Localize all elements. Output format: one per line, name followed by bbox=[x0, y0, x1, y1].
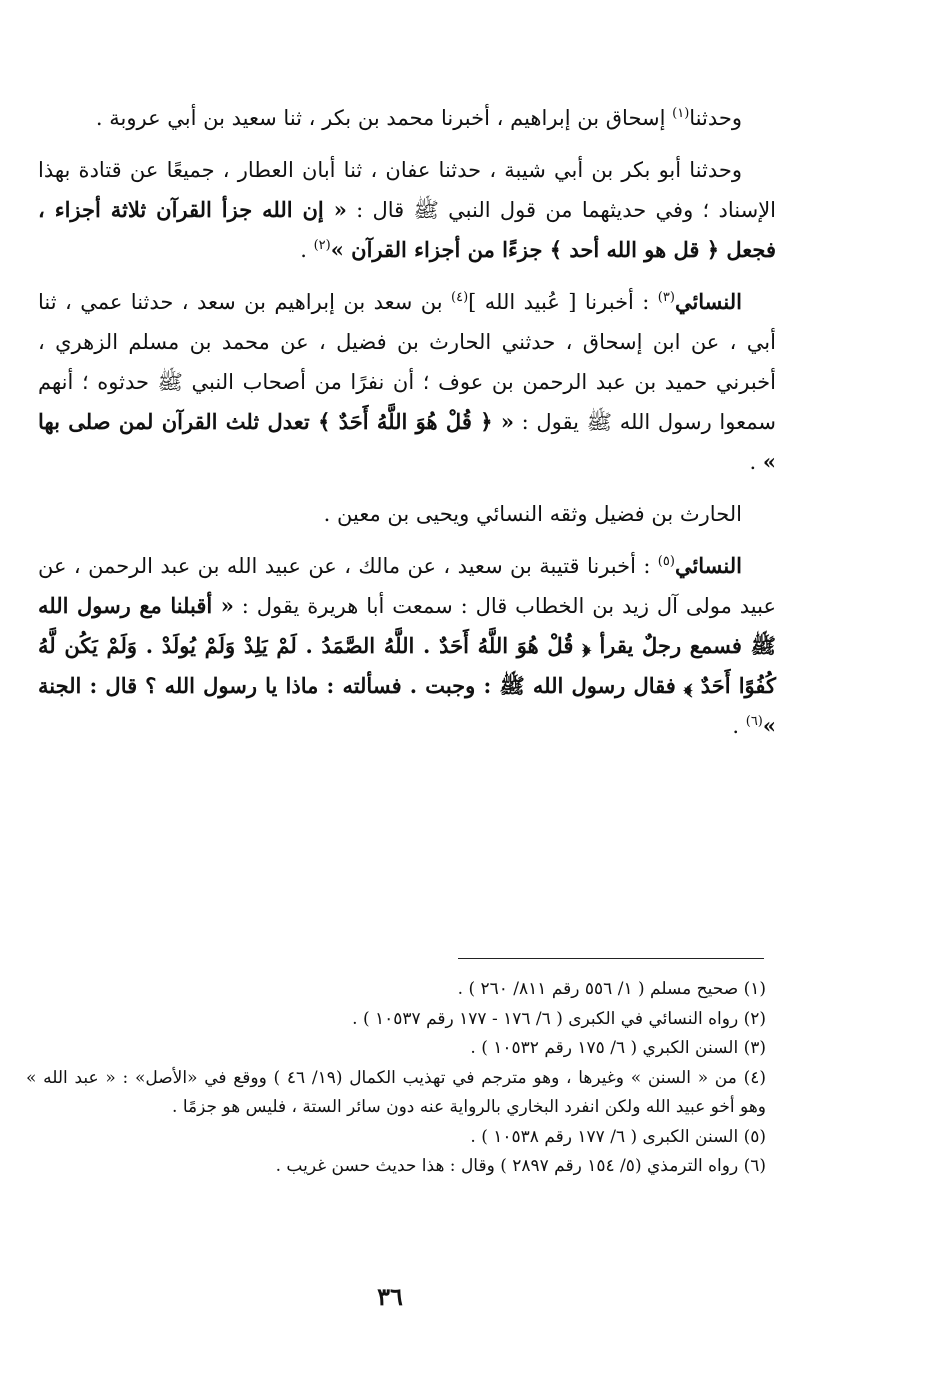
footnote-ref: (٥) bbox=[657, 554, 675, 569]
text-segment: وحدثنا أبو بكر بن أبي شيبة ، حدثنا عفان ، ثنا أبان العطار ، جميعًا عن قتادة بهذا الإسناد ؛ وفي حديثهما من قول النبي ﷺ قال : bbox=[38, 158, 777, 222]
text-segment: . bbox=[749, 450, 763, 474]
footnote-item: (١) صحيح مسلم ( ١/ ٥٥٦ رقم ٨١١/ ٢٦٠ ) . bbox=[457, 979, 766, 999]
footnote-item: (٤) من « السنن » وغيرها ، وهو مترجم في تهذيب الكمال (١٩/ ٤٦ ) ووقع في «الأصل» : « عبد الله » وهو أخو عبيد الله ولكن انفرد البخاري بالرواية عنه دون سائر الستة ، فليس هو جزمًا . bbox=[26, 1067, 766, 1117]
main-text bbox=[38, 98, 776, 758]
footnote-ref: (٤) bbox=[451, 290, 469, 305]
source-name: النسائي bbox=[674, 553, 742, 578]
footnote-item: (٦) رواه الترمذي (٥/ ١٥٤ رقم ٢٨٩٧ ) وقال : هذا حديث حسن غريب . bbox=[275, 1156, 766, 1176]
footnote-item: (٥) السنن الكبرى ( ٦/ ١٧٧ رقم ١٠٥٣٨ ) . bbox=[470, 1126, 766, 1147]
hadith-text: « إن الله جزأ القرآن ثلاثة أجزاء ، فجعل ﴿ قل هو الله أحد ﴾ جزءًا من أجزاء القرآن » bbox=[38, 197, 776, 262]
text-segment: . bbox=[732, 714, 746, 738]
footnote-separator bbox=[458, 958, 764, 959]
hadith-text: « أقبلنا مع رسول الله ﷺ فسمع رجلٌ يقرأ ﴿ قُلْ هُوَ اللَّهُ أَحَدٌ . اللَّهُ الصَّمَدُ . لَمْ يَلِدْ وَلَمْ يُولَدْ . وَلَمْ يَكُن لَّهُ كُفُوًا أَحَدٌ ﴾ فقال رسول الله ﷺ : وجبت . فسألته : ماذا يا رسول الله ؟ قال : الجنة » bbox=[38, 593, 776, 738]
page-number: ٣٦ bbox=[377, 1282, 403, 1311]
text-segment: . bbox=[300, 238, 314, 262]
footnotes bbox=[26, 975, 766, 1182]
footnote-ref: (٢) bbox=[313, 238, 331, 253]
text-segment: وحدثنا bbox=[689, 106, 742, 130]
footnote-ref: (٣) bbox=[657, 290, 675, 305]
footnote-item: (٢) رواه النسائي في الكبرى ( ٦/ ١٧٦ - ١٧٧ رقم ١٠٥٣٧ ) . bbox=[352, 1008, 766, 1029]
paragraph bbox=[38, 150, 776, 270]
text-segment: إسحاق بن إبراهيم ، أخبرنا محمد بن بكر ، ثنا سعيد بن أبي عروبة . bbox=[95, 106, 673, 130]
footnote-ref: (١) bbox=[672, 106, 690, 121]
footnote-ref: (٦) bbox=[745, 714, 763, 729]
text-segment: : أخبرنا قتيبة بن سعيد ، عن مالك ، عن عبيد الله بن عبد الرحمن ، عن عبيد مولى آل زيد بن الخطاب قال : سمعت أبا هريرة يقول : bbox=[38, 554, 777, 618]
paragraph bbox=[38, 494, 776, 534]
text-segment: بن سعد بن إبراهيم بن سعد ، حدثنا عمي ، ثنا أبي ، عن ابن إسحاق ، حدثني الحارث بن فضيل ، عن محمد بن مسلم الزهري ، أخبرني حميد بن عبد الرحمن بن عوف ؛ أن نفرًا من أصحاب النبي ﷺ حدثوه ؛ أنهم سمعوا رسول الله ﷺ يقول : bbox=[38, 290, 776, 434]
footnote-item: (٣) السنن الكبري ( ٦/ ١٧٥ رقم ١٠٥٣٢ ) . bbox=[470, 1038, 766, 1058]
paragraph bbox=[38, 282, 776, 482]
paragraph bbox=[38, 546, 776, 746]
text-segment: : أخبرنا [ عُبيد الله ] bbox=[468, 290, 658, 314]
text-segment: الحارث بن فضيل وثقه النسائي ويحيى بن معين . bbox=[323, 502, 742, 526]
paragraph bbox=[38, 98, 776, 138]
source-name: النسائي bbox=[674, 289, 742, 314]
hadith-text: « ﴿ قُلْ هُوَ اللَّهُ أَحَدٌ ﴾ تعدل ثلث القرآن لمن صلى بها » bbox=[38, 409, 776, 474]
